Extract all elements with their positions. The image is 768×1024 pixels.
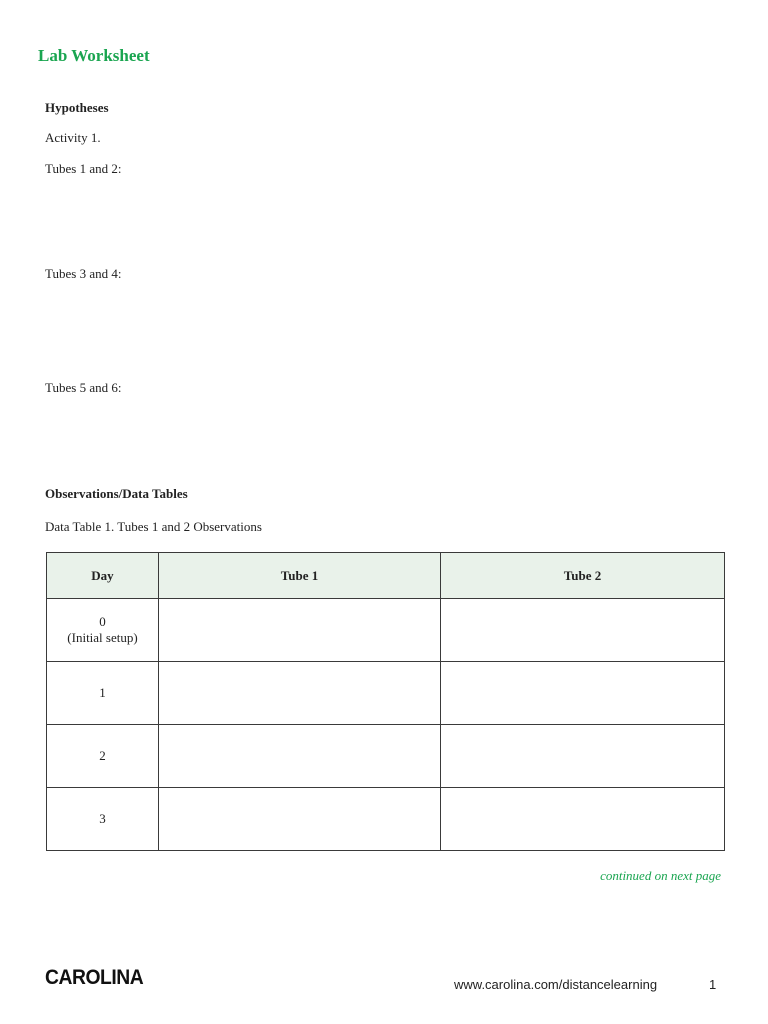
day-cell: [47, 662, 159, 725]
tube-1-cell[interactable]: [159, 725, 441, 788]
tube-2-cell[interactable]: [441, 662, 725, 725]
continued-note: continued on next page: [600, 868, 721, 883]
day-cell: [47, 788, 159, 851]
day-value: 3: [99, 811, 106, 826]
page-number: 1: [709, 977, 717, 992]
tube-1-cell[interactable]: [159, 662, 441, 725]
table-row: [47, 599, 725, 662]
hypothesis-tubes-3-4: Tubes 3 and 4:: [45, 266, 122, 281]
tube-2-cell[interactable]: [441, 599, 725, 662]
day-cell: [47, 725, 159, 788]
tube-1-cell[interactable]: [159, 788, 441, 851]
hypotheses-heading: Hypotheses: [45, 100, 109, 115]
table-header-row: [47, 553, 725, 599]
column-header-tube-1: Tube 1: [159, 553, 441, 599]
day-note: (Initial setup): [67, 630, 138, 645]
day-value: 1: [99, 685, 106, 700]
activity-label: Activity 1.: [45, 130, 101, 145]
data-table: [46, 552, 725, 851]
page-title: Lab Worksheet: [38, 46, 150, 65]
footer-url[interactable]: www.carolina.com/distancelearning: [454, 977, 658, 992]
carolina-logo: CAROLINA: [45, 966, 144, 989]
hypothesis-tubes-1-2: Tubes 1 and 2:: [45, 161, 122, 176]
day-value: 2: [99, 748, 106, 763]
day-value: 0: [99, 614, 106, 629]
tube-2-cell[interactable]: [441, 788, 725, 851]
table-row: [47, 788, 725, 851]
column-header-day: Day: [47, 553, 159, 599]
column-header-tube-2: Tube 2: [441, 553, 725, 599]
hypothesis-tubes-5-6: Tubes 5 and 6:: [45, 380, 122, 395]
table-row: [47, 662, 725, 725]
observations-heading: Observations/Data Tables: [45, 486, 188, 501]
day-cell: [47, 599, 159, 662]
tube-2-cell[interactable]: [441, 725, 725, 788]
table-row: [47, 725, 725, 788]
tube-1-cell[interactable]: [159, 599, 441, 662]
table-caption: Data Table 1. Tubes 1 and 2 Observations: [45, 519, 262, 534]
